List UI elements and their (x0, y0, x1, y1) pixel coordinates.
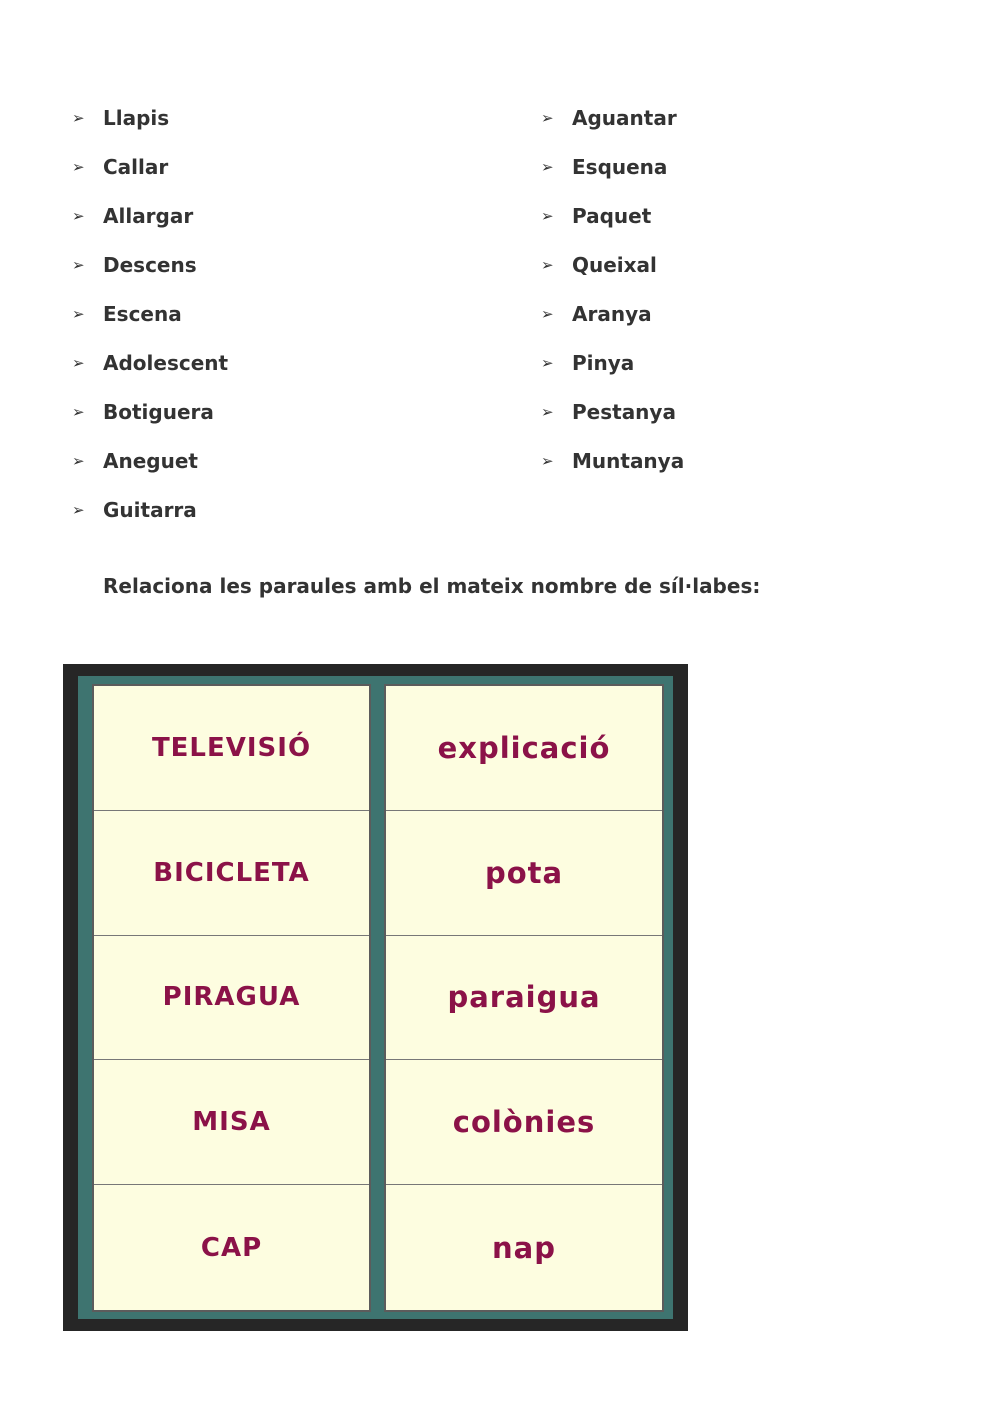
word-list-item (541, 447, 684, 496)
word-label: Allargar (103, 204, 194, 228)
arrow-bullet-icon: ➢ (72, 158, 85, 176)
word-label: Aranya (572, 302, 652, 326)
matching-column-right (384, 684, 664, 1312)
arrow-bullet-icon: ➢ (72, 256, 85, 274)
syllable-word-list-right (541, 104, 684, 496)
arrow-bullet-icon: ➢ (72, 305, 85, 323)
word-list-item (72, 153, 228, 202)
word-list-item (541, 349, 684, 398)
word-list-item (541, 153, 684, 202)
instruction-text: Relaciona les paraules amb el mateix nombre de síl·labes: (103, 574, 761, 598)
matching-word-cell[interactable]: pota (386, 811, 662, 936)
word-list-item (541, 398, 684, 447)
matching-table-inner (78, 676, 673, 1319)
word-list-item (72, 300, 228, 349)
arrow-bullet-icon: ➢ (541, 207, 554, 225)
matching-word-cell[interactable]: MISA (94, 1060, 369, 1185)
word-label: Muntanya (572, 449, 685, 473)
arrow-bullet-icon: ➢ (72, 452, 85, 470)
matching-word-cell[interactable]: paraigua (386, 936, 662, 1061)
matching-column-left (92, 684, 371, 1312)
word-label: Pestanya (572, 400, 676, 424)
matching-table-frame (63, 664, 688, 1331)
arrow-bullet-icon: ➢ (541, 403, 554, 421)
arrow-bullet-icon: ➢ (72, 354, 85, 372)
word-label: Descens (103, 253, 197, 277)
word-label: Llapis (103, 106, 170, 130)
word-list-item (72, 202, 228, 251)
matching-word-cell[interactable]: explicació (386, 686, 662, 811)
word-label: Aguantar (572, 106, 677, 130)
arrow-bullet-icon: ➢ (72, 501, 85, 519)
word-label: Escena (103, 302, 182, 326)
word-label: Botiguera (103, 400, 214, 424)
arrow-bullet-icon: ➢ (541, 256, 554, 274)
word-list-item (72, 104, 228, 153)
word-list-item (72, 398, 228, 447)
word-list-item (541, 202, 684, 251)
word-label: Esquena (572, 155, 668, 179)
word-list-item (72, 496, 228, 545)
word-label: Pinya (572, 351, 635, 375)
arrow-bullet-icon: ➢ (541, 354, 554, 372)
word-label: Guitarra (103, 498, 197, 522)
arrow-bullet-icon: ➢ (72, 403, 85, 421)
matching-word-cell[interactable]: PIRAGUA (94, 936, 369, 1061)
matching-word-cell[interactable]: colònies (386, 1060, 662, 1185)
word-label: Queixal (572, 253, 657, 277)
word-label: Paquet (572, 204, 652, 228)
word-list-item (72, 251, 228, 300)
arrow-bullet-icon: ➢ (541, 109, 554, 127)
matching-word-cell[interactable]: nap (386, 1185, 662, 1310)
word-list-item (72, 447, 228, 496)
word-label: Adolescent (103, 351, 229, 375)
matching-word-cell[interactable]: TELEVISIÓ (94, 686, 369, 811)
arrow-bullet-icon: ➢ (541, 452, 554, 470)
arrow-bullet-icon: ➢ (72, 207, 85, 225)
word-list-item (72, 349, 228, 398)
arrow-bullet-icon: ➢ (72, 109, 85, 127)
matching-word-cell[interactable]: CAP (94, 1185, 369, 1310)
syllable-word-list-left (72, 104, 228, 545)
word-label: Aneguet (103, 449, 198, 473)
word-list-item (541, 251, 684, 300)
arrow-bullet-icon: ➢ (541, 158, 554, 176)
matching-word-cell[interactable]: BICICLETA (94, 811, 369, 936)
arrow-bullet-icon: ➢ (541, 305, 554, 323)
word-list-item (541, 104, 684, 153)
word-label: Callar (103, 155, 169, 179)
word-list-item (541, 300, 684, 349)
